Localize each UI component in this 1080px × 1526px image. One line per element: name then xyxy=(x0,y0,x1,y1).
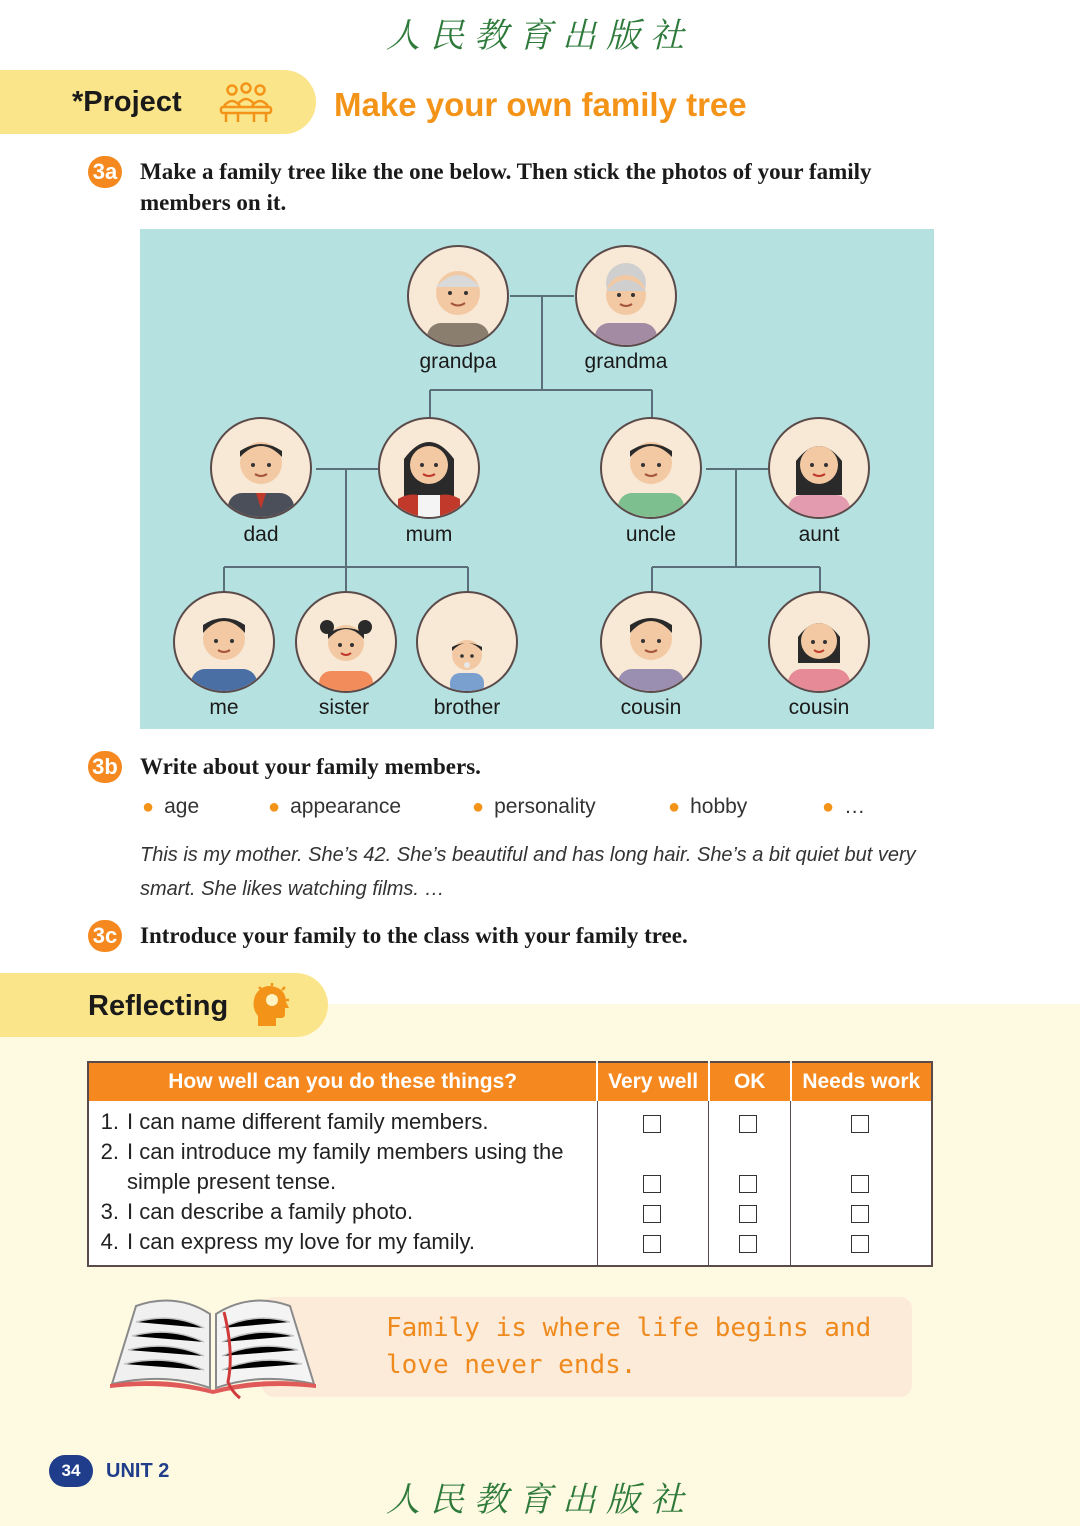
cousin-girl-portrait xyxy=(768,591,870,693)
bullet-dot: ● xyxy=(268,796,281,818)
quote-text: Family is where life begins and love never ends. xyxy=(386,1313,872,1380)
header-ok: OK xyxy=(709,1062,791,1101)
member-name-sister: sister xyxy=(318,696,370,719)
project-label: *Project xyxy=(72,86,182,118)
family-tree xyxy=(140,229,934,729)
bullet-appearance: ● appearance xyxy=(268,795,402,818)
checkbox-4-very-well[interactable] xyxy=(643,1235,661,1253)
step-3c-instruction: Introduce your family to the class with your family tree. xyxy=(140,923,688,948)
grandpa-portrait xyxy=(407,245,509,347)
unit-label: UNIT 2 xyxy=(106,1460,170,1482)
uncle-portrait xyxy=(600,417,702,519)
step-3a-instruction: Make a family tree like the one below. Then stick the photos of your family members on it. xyxy=(140,159,872,215)
list-item: 4. I can express my love for my family. xyxy=(100,1229,476,1254)
list-item: 3. I can describe a family photo. xyxy=(100,1199,414,1224)
bullet-dot: ● xyxy=(472,796,485,818)
checkbox-3-needs-work[interactable] xyxy=(851,1205,869,1223)
publisher-name: 人民教育出版社 xyxy=(386,16,694,56)
member-name-cousin-2: cousin xyxy=(788,696,850,719)
checkbox-1-needs-work[interactable] xyxy=(851,1115,869,1133)
bullet-dot: ● xyxy=(668,796,681,818)
checkbox-3-ok[interactable] xyxy=(739,1205,757,1223)
head-lightbulb-icon xyxy=(250,982,290,1033)
list-item: 2. I can introduce my family members using the simple present tense. xyxy=(100,1139,564,1194)
checkbox-2-needs-work[interactable] xyxy=(851,1175,869,1193)
checkbox-1-ok[interactable] xyxy=(739,1115,757,1133)
step-badge-3b: 3b xyxy=(88,751,122,783)
cousin-boy-portrait xyxy=(600,591,702,693)
page-number: 34 xyxy=(49,1455,93,1487)
step-3b-instruction: Write about your family members. xyxy=(140,754,481,779)
checkbox-1-very-well[interactable] xyxy=(643,1115,661,1133)
member-name-aunt: aunt xyxy=(798,523,840,546)
items-cell xyxy=(88,1101,597,1266)
bullet-age: ● age xyxy=(142,795,200,818)
needs-work-column xyxy=(791,1101,932,1266)
bullet-dot: ● xyxy=(822,796,835,818)
mum-portrait xyxy=(378,417,480,519)
step-badge-3c: 3c xyxy=(88,920,122,952)
self-assessment-table xyxy=(87,1061,933,1267)
bullet-hobby: ● hobby xyxy=(668,795,748,818)
member-name-cousin-1: cousin xyxy=(620,696,682,719)
bullet-personality: ● personality xyxy=(472,795,596,818)
member-name-grandpa: grandpa xyxy=(419,350,497,373)
checkbox-3-very-well[interactable] xyxy=(643,1205,661,1223)
checkbox-4-ok[interactable] xyxy=(739,1235,757,1253)
reflecting-title: Reflecting xyxy=(88,990,229,1022)
list-item: 1. I can name different family members. xyxy=(100,1109,489,1134)
member-name-me: me xyxy=(209,696,239,719)
open-book-icon xyxy=(106,1292,320,1409)
member-name-dad: dad xyxy=(243,523,279,546)
publisher-logo xyxy=(0,8,1080,57)
group-work-icon xyxy=(218,82,274,129)
example-paragraph: This is my mother. She’s 42. She’s beautiful and has long hair. She’s a bit quiet but very smart. She likes watching films. … xyxy=(140,844,916,900)
member-name-brother: brother xyxy=(433,696,501,719)
publisher-name-footer: 人民教育出版社 xyxy=(386,1480,694,1520)
sister-portrait xyxy=(295,591,397,693)
publisher-logo-footer xyxy=(0,1472,1080,1521)
step-badge-3a: 3a xyxy=(88,156,122,188)
member-name-grandma: grandma xyxy=(584,350,668,373)
header-very-well: Very well xyxy=(597,1062,709,1101)
checkbox-2-very-well[interactable] xyxy=(643,1175,661,1193)
checkbox-2-ok[interactable] xyxy=(739,1175,757,1193)
header-needs-work: Needs work xyxy=(791,1062,932,1101)
header-question: How well can you do these things? xyxy=(88,1062,597,1101)
bullet-dot: ● xyxy=(142,796,155,818)
checkbox-4-needs-work[interactable] xyxy=(851,1235,869,1253)
dad-portrait xyxy=(210,417,312,519)
project-title: Make your own family tree xyxy=(334,86,747,123)
ok-column xyxy=(709,1101,791,1266)
very-well-column xyxy=(597,1101,709,1266)
grandma-portrait xyxy=(575,245,677,347)
brother-portrait xyxy=(416,591,518,693)
aunt-portrait xyxy=(768,417,870,519)
member-name-uncle: uncle xyxy=(625,523,677,546)
me-portrait xyxy=(173,591,275,693)
member-name-mum: mum xyxy=(405,523,453,546)
bullet-more: ● … xyxy=(822,795,866,818)
